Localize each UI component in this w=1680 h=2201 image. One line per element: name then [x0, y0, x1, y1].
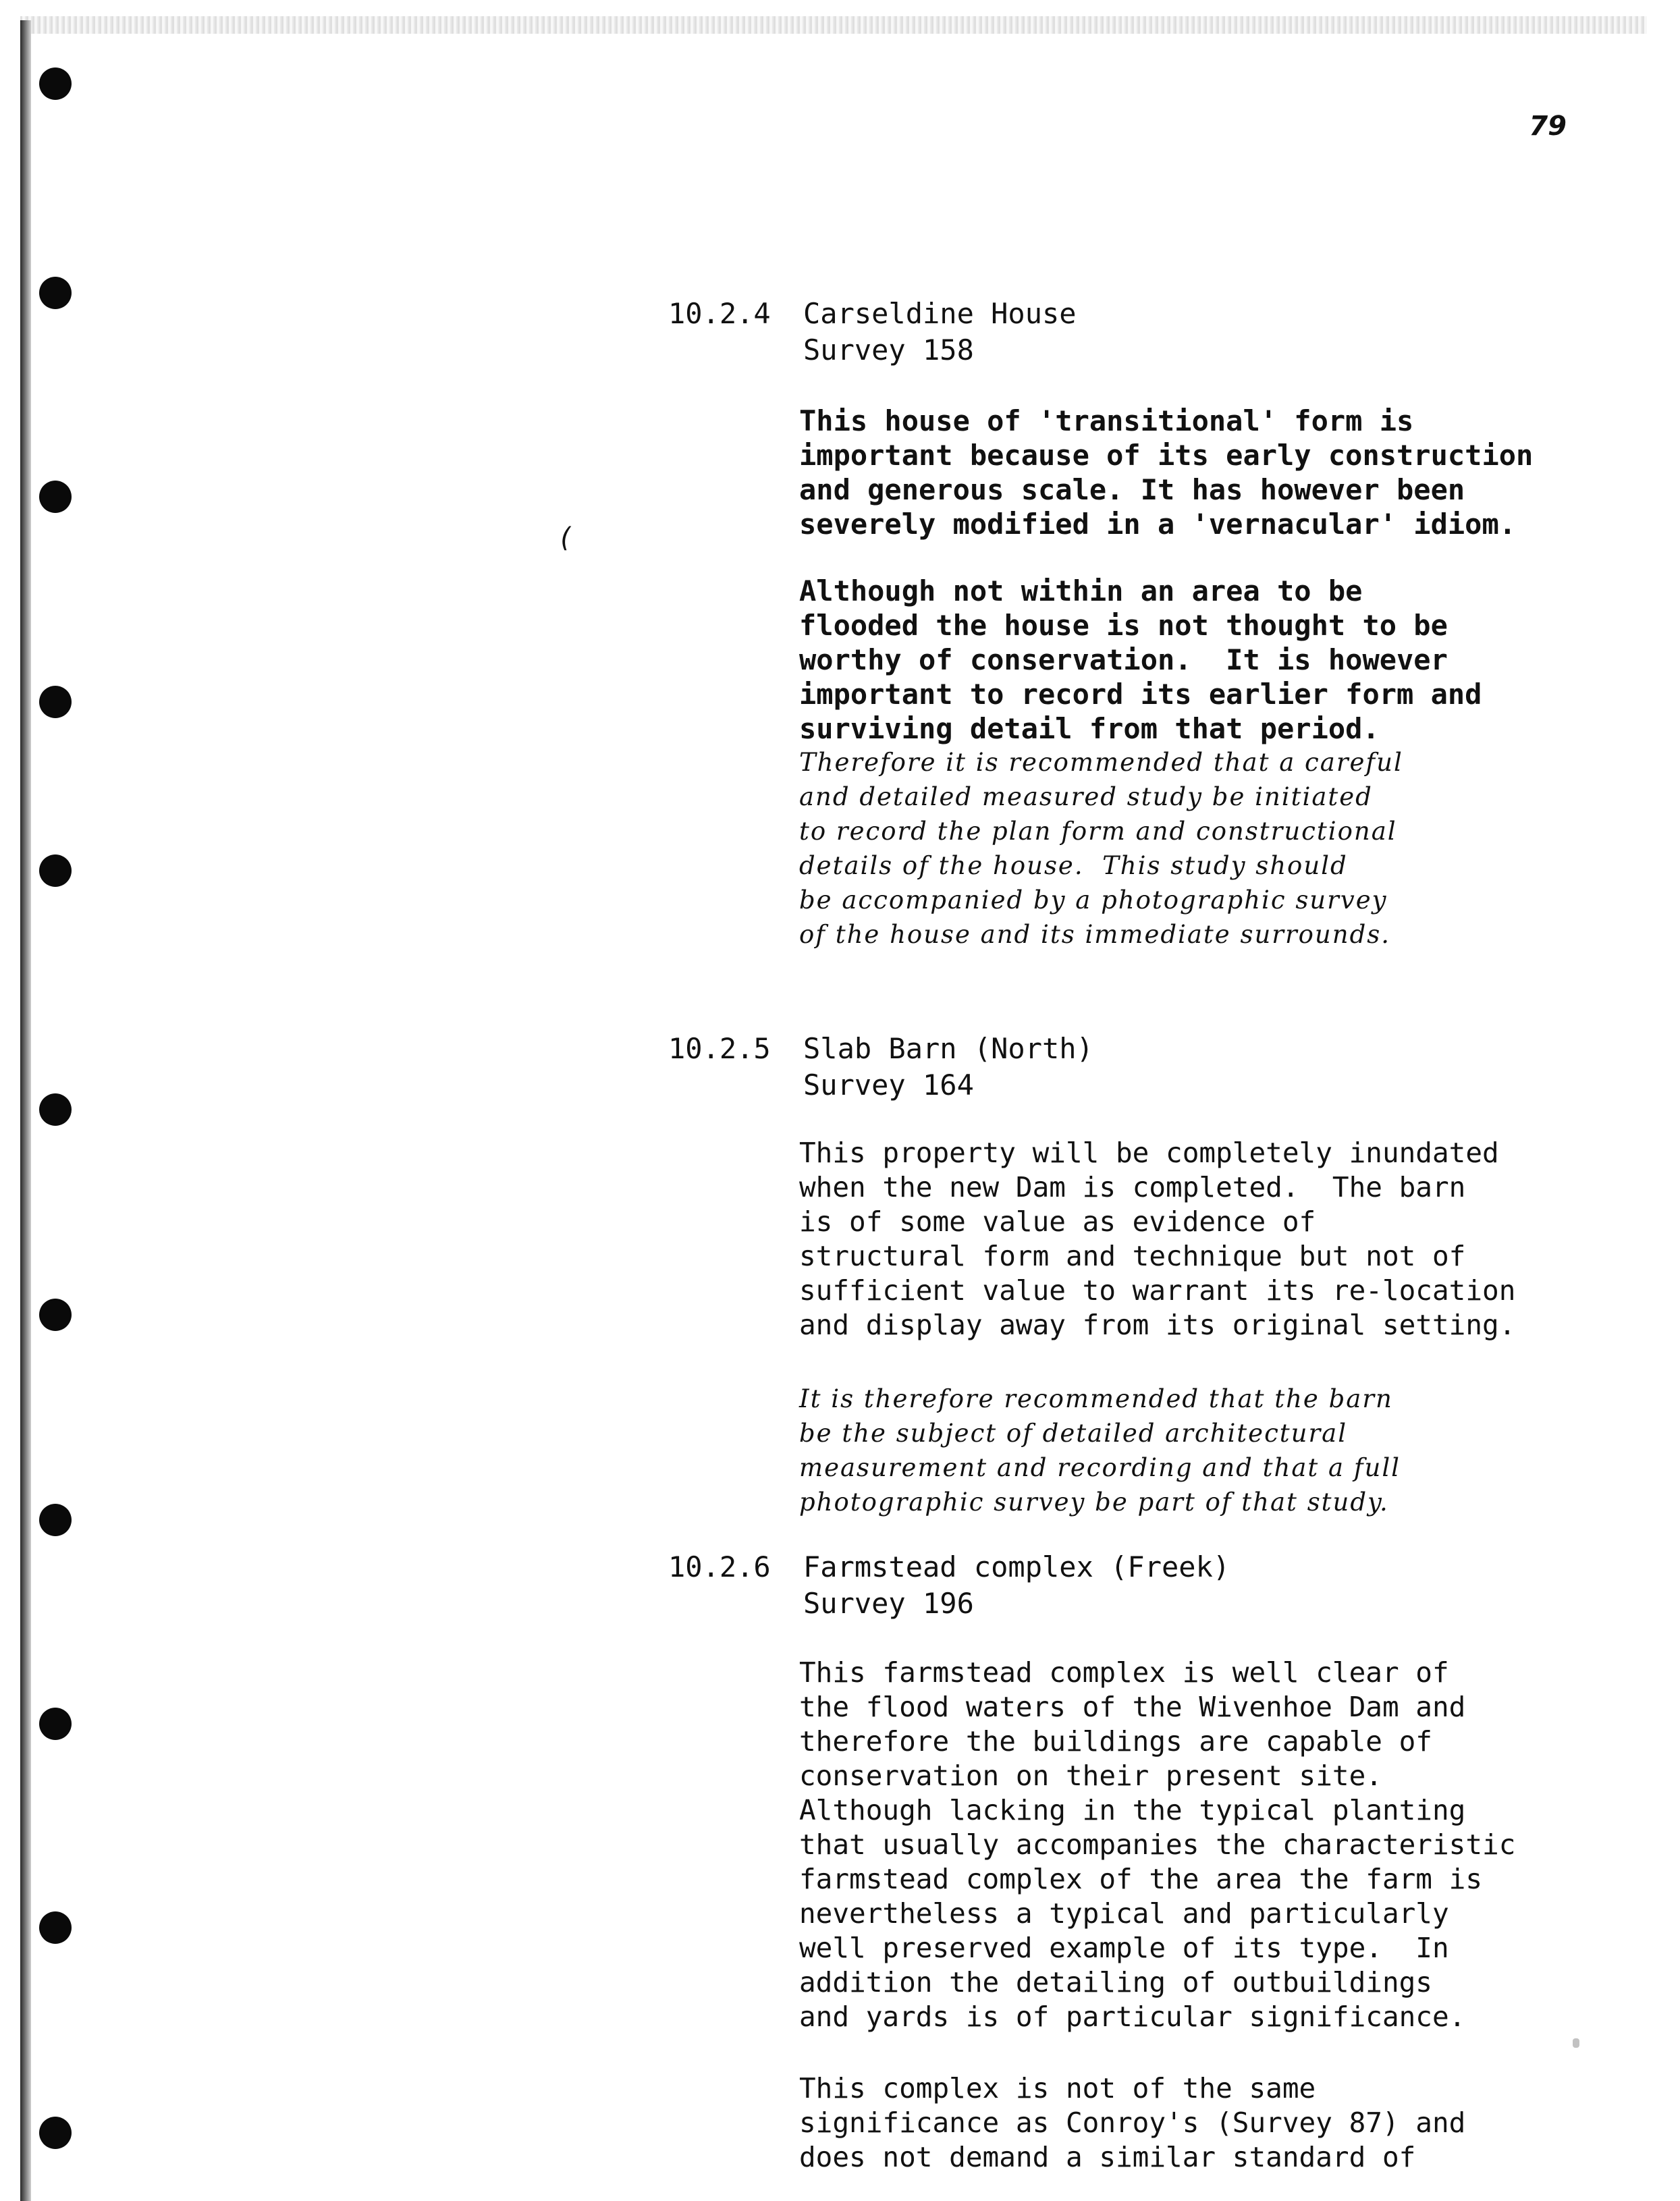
stray-mark: (	[558, 522, 574, 553]
binder-hole	[39, 2117, 72, 2149]
survey-reference: Survey 164	[803, 1068, 974, 1102]
page-number: 79	[1529, 111, 1567, 142]
binder-hole	[39, 854, 72, 887]
survey-reference: Survey 158	[803, 333, 974, 366]
binder-hole	[39, 1708, 72, 1740]
paragraph-recommendation: Therefore it is recommended that a careful and detailed measured study be initiated to record the plan form and constructional details of the house. This study should be accompanied by a photographic survey of the house and its immediate surrounds.	[799, 748, 1403, 949]
binder-hole	[39, 1504, 72, 1536]
survey-reference: Survey 196	[803, 1587, 974, 1620]
binder-hole	[39, 277, 72, 309]
section-number: 10.2.5	[668, 1032, 771, 1065]
scan-left-edge	[20, 20, 31, 2201]
binder-hole	[39, 481, 72, 513]
scan-speck	[1573, 2038, 1579, 2048]
section-title: Farmstead complex (Freek)	[803, 1550, 1230, 1583]
paragraph-recommendation: It is therefore recommended that the barn be the subject of detailed architectural measurement and recording and that a full photographic survey be part of that study.	[799, 1384, 1401, 1517]
paragraph-inundation: This property will be completely inundated when the new Dam is completed. The barn is of some value as evidence of structural form and technique but not of sufficient value to warrant its re-location and display away from its original setting.	[799, 1137, 1516, 1341]
binder-hole	[39, 1093, 72, 1126]
paragraph-comparison: This complex is not of the same significance as Conroy's (Survey 87) and does not demand a similar standard of	[799, 2072, 1466, 2173]
paragraph-conservation: Although not within an area to be flooded the house is not thought to be worthy of conservation. It is however important to record its earlier form and surviving detail from that period.	[799, 574, 1482, 745]
section-number: 10.2.4	[668, 297, 771, 330]
section-number: 10.2.6	[668, 1550, 771, 1583]
scan-top-edge	[20, 16, 1647, 34]
binder-hole	[39, 67, 72, 100]
binder-hole	[39, 686, 72, 718]
binder-hole	[39, 1299, 72, 1331]
section-title: Slab Barn (North)	[803, 1032, 1093, 1065]
binder-hole	[39, 1911, 72, 1944]
paragraph-farmstead: This farmstead complex is well clear of the flood waters of the Wivenhoe Dam and therefore the buildings are capable of conservation on their present site. Although lacking in the typical planting that usually accompanies the characteristic farmstead complex of the area the farm is nevertheless a typical and particularly well preserved example of its type. In addition the detailing of outbuildings and yards is of particular significance.	[799, 1656, 1516, 2033]
section-title: Carseldine House	[803, 297, 1077, 330]
paragraph-significance: This house of 'transitional' form is important because of its early construction and generous scale. It has however been severely modified in a 'vernacular' idiom.	[799, 404, 1534, 541]
